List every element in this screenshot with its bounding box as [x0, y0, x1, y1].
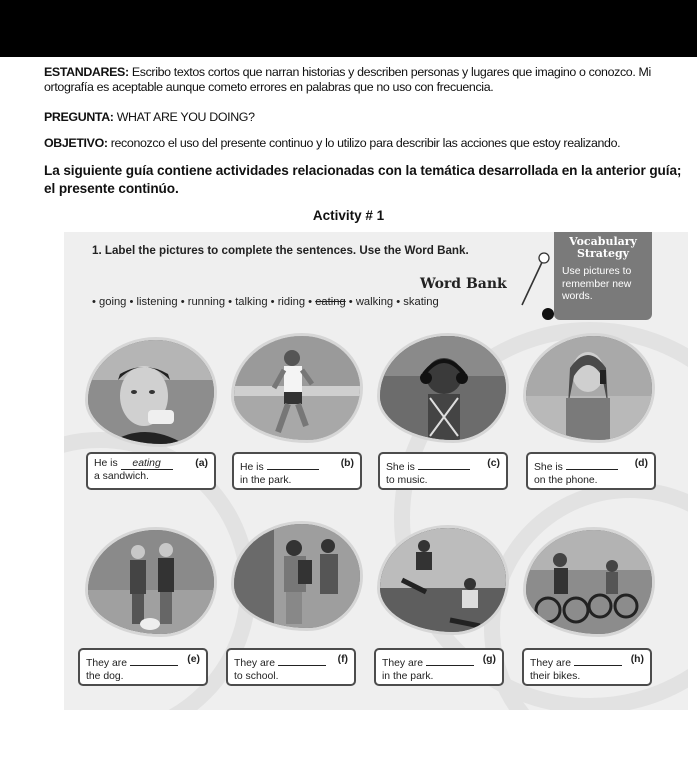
word-eating-crossed: eating — [315, 296, 346, 308]
answer-blank-g[interactable] — [426, 654, 474, 666]
vocabulary-strategy-note — [554, 232, 652, 320]
guide-description: La siguiente guía contiene actividades relacionadas con la temática desarrollada en la anterior guía; el presente continúo. — [44, 163, 682, 196]
sentence-box-a: He is eating (a) a sandwich. — [86, 452, 216, 490]
photo-man-eating — [88, 340, 214, 444]
word-walking: walking — [355, 296, 394, 308]
answer-blank-a[interactable]: eating — [121, 458, 173, 470]
word-talking: talking — [235, 296, 268, 308]
word-going: going — [99, 296, 127, 308]
sentence-box-e: They are (e) the dog. — [78, 648, 208, 686]
photo-man-running — [234, 336, 360, 440]
vocab-title-2: Strategy — [576, 247, 630, 260]
sentence-box-d: She is (d) on the phone. — [526, 452, 656, 490]
answer-blank-b[interactable] — [267, 458, 319, 470]
answer-blank-e[interactable] — [130, 654, 178, 666]
word-bank-list: • going • listening • running • talking • riding • eating • walking • skating — [92, 296, 439, 308]
vocab-body: Use pictures to remember new words. — [562, 266, 632, 303]
pregunta-paragraph — [44, 110, 684, 125]
word-running: running — [187, 296, 226, 308]
objetivo-paragraph — [44, 136, 684, 151]
answer-blank-f[interactable] — [278, 654, 326, 666]
answer-blank-c[interactable] — [418, 458, 470, 470]
photo-going-to-school — [234, 524, 360, 628]
answer-blank-h[interactable] — [574, 654, 622, 666]
photo-girl-headphones — [380, 336, 506, 440]
pregunta-text: WHAT ARE YOU DOING? — [116, 110, 255, 124]
sentence-box-b: He is (b) in the park. — [232, 452, 362, 490]
sentence-box-h: They are (h) their bikes. — [522, 648, 652, 686]
word-listening: listening — [136, 296, 178, 308]
worksheet-panel — [64, 232, 688, 710]
sentence-box-c: She is (c) to music. — [378, 452, 508, 490]
estandares-paragraph — [44, 65, 684, 95]
pregunta-label: PREGUNTA: — [44, 110, 114, 124]
answer-blank-d[interactable] — [566, 458, 618, 470]
sentence-box-g: They are (g) in the park. — [374, 648, 504, 686]
activity-title: Activity # 1 — [312, 208, 385, 223]
objetivo-label: OBJETIVO: — [44, 136, 108, 150]
estandares-text: Escribo textos cortos que narran historias y describen personas y lugares que imagino o conozco. Mi ortografía es aceptable aunque cometo errores en palabras que no uso con frecuencia. — [44, 65, 651, 94]
estandares-label: ESTANDARES: — [44, 65, 129, 79]
objetivo-text: reconozco el uso del presente continuo y lo utilizo para describir las acciones que estoy realizando. — [110, 136, 621, 150]
word-skating: skating — [403, 296, 439, 308]
exercise-instruction: 1. Label the pictures to complete the sentences. Use the Word Bank. — [92, 244, 469, 257]
top-black-bar — [0, 0, 697, 57]
vocab-title-1: Vocabulary — [569, 235, 637, 248]
word-bank-title: Word Bank — [420, 276, 507, 292]
word-riding: riding — [277, 296, 306, 308]
sentence-box-f: They are (f) to school. — [226, 648, 356, 686]
